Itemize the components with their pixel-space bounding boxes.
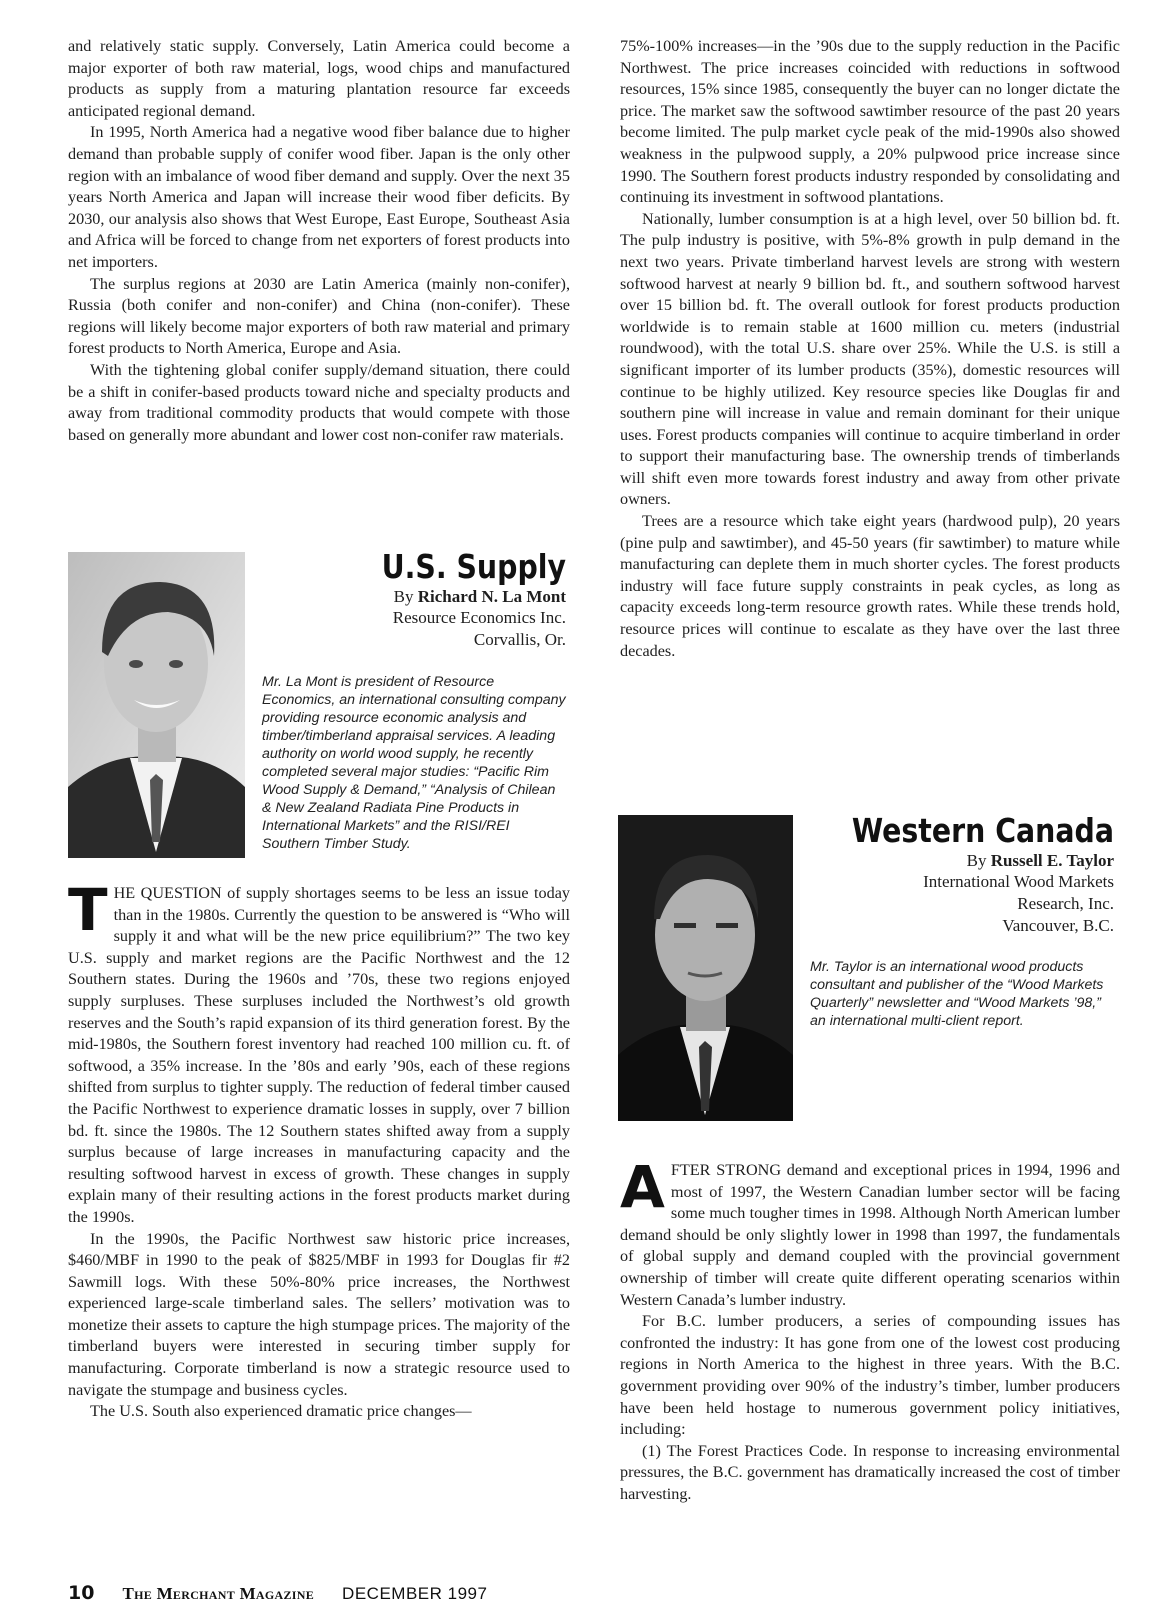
page-footer bbox=[68, 1582, 668, 1606]
author-location: Vancouver, B.C. bbox=[1002, 916, 1114, 935]
issue-date: DECEMBER 1997 bbox=[342, 1584, 488, 1603]
paragraph: For B.C. lumber producers, a series of compounding issues has confronted the industry: It has gone from one of the lowest cost producing regions in North America to the highest in three years. With the B.C. government providing over 90% of the industry’s timber, lumber producers have been held hostage to numerous government policy initiatives, including: bbox=[620, 1312, 1120, 1439]
left-column-bottom-text bbox=[68, 876, 570, 1423]
paragraph: The surplus regions at 2030 are Latin America (mainly non-conifer), Russia (both conifer and non-conifer) and China (non-conifer). These regions will likely become major exporters of both raw material and primary forest products to North America, Europe and Asia. bbox=[68, 274, 570, 358]
portrait-illustration bbox=[68, 552, 245, 858]
author-organization: Resource Economics Inc. bbox=[392, 608, 566, 627]
right-column-bottom-text bbox=[620, 1153, 1120, 1506]
portrait-illustration bbox=[618, 815, 793, 1121]
section-title: U.S. Supply bbox=[381, 547, 566, 586]
paragraph: 75%-100% increases—in the ’90s due to the supply reduction in the Pacific Northwest. The price increases coincided with reductions in softwood resources, 15% since 1985, consequently the buyer can no longer dictate the price. The market saw the softwood sawtimber resource of the past 20 years become limited. The pulp market cycle peak of the mid-1990s also showed weakness in the pulpwood supply, a 20% pulpwood price increase since 1990. The Southern forest products industry responded by consolidating and continuing its investment in softwood plantations. bbox=[620, 37, 1120, 207]
right-column-top-text bbox=[620, 36, 1120, 662]
western-canada-heading-block bbox=[800, 812, 1114, 937]
page-number: 10 bbox=[68, 1582, 95, 1604]
byline-prefix: By bbox=[966, 851, 987, 870]
byline bbox=[260, 586, 566, 607]
author-photo-la-mont bbox=[68, 552, 245, 858]
paragraph: and relatively static supply. Conversely, Latin America could become a major exporter of both raw material, logs, wood chips and manufactured products as supply from a maturing plantation resource far exceeds anticipated regional demand. bbox=[68, 37, 570, 120]
lead-paragraph bbox=[68, 876, 570, 1229]
byline-prefix: By bbox=[393, 587, 414, 606]
author-name: Richard N. La Mont bbox=[417, 587, 566, 606]
author-name: Russell E. Taylor bbox=[990, 851, 1114, 870]
paragraph: The U.S. South also experienced dramatic price changes— bbox=[90, 1402, 472, 1421]
author-bio: Mr. La Mont is president of Resource Economics, an international consulting company providing resource economic analysis and timber/timberland appraisal services. A leading authority on world wood supply, he recently completed several major studies: “Pacific Rim Wood Supply & Demand,” “Analysis of Chilean & New Zealand Radiata Pine Products in International Markets” and the RISI/REI Southern Timber Study. bbox=[262, 674, 566, 852]
byline bbox=[800, 850, 1114, 871]
us-supply-heading-block bbox=[260, 548, 566, 651]
paragraph: Trees are a resource which take eight years (hardwood pulp), 20 years (pine pulp and sawtimber), and 45-50 years (fir sawtimber) to mature while manufacturing can deplete them in much shorter cycles. The forest products industry will face future supply constraints in peak cycles, as long as capacity exceeds long-term resource growth rates. While these trends hold, resource prices will continue to escalate as they have over the last three decades. bbox=[620, 512, 1120, 660]
author-location: Corvallis, Or. bbox=[473, 630, 566, 649]
author-organization: International Wood Markets bbox=[923, 872, 1114, 891]
paragraph: In 1995, North America had a negative wood fiber balance due to higher demand than probable supply of conifer wood fiber. Japan is the only other region with an imbalance of wood fiber demand and supply. Over the next 35 years North America and Japan will increase their wood fiber deficits. By 2030, our analysis also shows that West Europe, East Europe, Southeast Asia and Africa will be forced to change from net exporters of forest products into net importers. bbox=[68, 123, 570, 271]
author-photo-taylor bbox=[618, 815, 793, 1121]
left-column-top-text bbox=[68, 36, 570, 446]
drop-cap: A bbox=[620, 1153, 665, 1221]
drop-cap: T bbox=[68, 876, 108, 944]
author-bio: Mr. Taylor is an international wood products consultant and publisher of the “Wood Markets Quarterly” newsletter and “Wood Markets ’98,” an international multi-client report. bbox=[810, 959, 1104, 1029]
paragraph: With the tightening global conifer supply/demand situation, there could be a shift in conifer-based products toward niche and specialty products and away from traditional commodity products that would compete with those based on generally more abundant and lower cost non-conifer raw materials. bbox=[68, 360, 570, 444]
lead-text: HE QUESTION of supply shortages seems to be less an issue today than in the 1980s. Currently the question to be answered is “Who will supply it and what will be the new price equilibrium?” The two key U.S. supply and market regions are the Pacific Northwest and the 12 Southern states. During the 1960s and ’70s, these two regions enjoyed supply surpluses. These surpluses included the Northwest’s old growth reserves and the South’s rapid expansion of its third generation forest. By the mid-1980s, the Southern forest inventory had reached 100 million cu. ft. of softwood, a 35% increase. In the ’80s and early ’90s, each of these regions shifted from surplus to tighter supply. The reduction of federal timber caused the Pacific Northwest to experience dramatic losses in supply, over 7 billion bd. ft. since the 1980s. The 12 Southern states shifted away from a supply surplus because of large increases in manufacturing capacity and the resulting softwood harvest in excess of growth. These changes in supply explain many of their resulting actions in the forest products market during the 1990s. bbox=[68, 884, 570, 1226]
lead-paragraph bbox=[620, 1153, 1120, 1311]
author-organization-cont: Research, Inc. bbox=[1017, 894, 1114, 913]
paragraph: In the 1990s, the Pacific Northwest saw historic price increases, $460/MBF in 1990 to the peak of $825/MBF in 1993 for Douglas fir #2 Sawmill logs. With these 50%-80% price increases, the Northwest experienced large-scale timberland sales. The sellers’ motivation was to monetize their assets to capture the high stumpage prices. The majority of the timberland buyers were interested in securing timber supply for manufacturing. Corporate timberland is now a strategic resource used to navigate the stumpage and business cycles. bbox=[68, 1229, 570, 1399]
paragraph: Nationally, lumber consumption is at a high level, over 50 billion bd. ft. The pulp industry is positive, with 5%-8% growth in pulp demand in the next two years. Private timberland harvest levels are strong with western softwood harvest at nearly 9 billion bd. ft., and southern softwood harvest over 15 billion bd. ft. The overall outlook for forest products production worldwide is to remain stable at 1600 million cu. meters (industrial roundwood), with the total U.S. share over 25%. While the U.S. is still a significant importer of its lumber products (35%), domestic resources will continue to be highly utilized. Key resource species like Douglas fir and southern pine will increase in value and remain dominant for their unique uses. Forest products companies will continue to acquire timberland in order to support their manufacturing base. The ownership trends of timberlands will shift even more towards forest industry and away from other private owners. bbox=[620, 209, 1120, 509]
magazine-name: The Merchant Magazine bbox=[122, 1584, 315, 1603]
lead-text: FTER STRONG demand and exceptional prices in 1994, 1996 and most of 1997, the Western Canadian lumber sector will be facing some much tougher times in 1998. Although North American lumber demand should be only slightly lower in 1998 than 1997, the fundamentals of global supply and demand coupled with the provincial government ownership of timber will create quite different operating scenarios within Western Canada’s lumber industry. bbox=[620, 1161, 1120, 1309]
paragraph: (1) The Forest Practices Code. In response to increasing environmental pressures, the B.C. government has dramatically increased the cost of timber harvesting. bbox=[620, 1441, 1120, 1503]
section-title: Western Canada bbox=[851, 811, 1114, 850]
